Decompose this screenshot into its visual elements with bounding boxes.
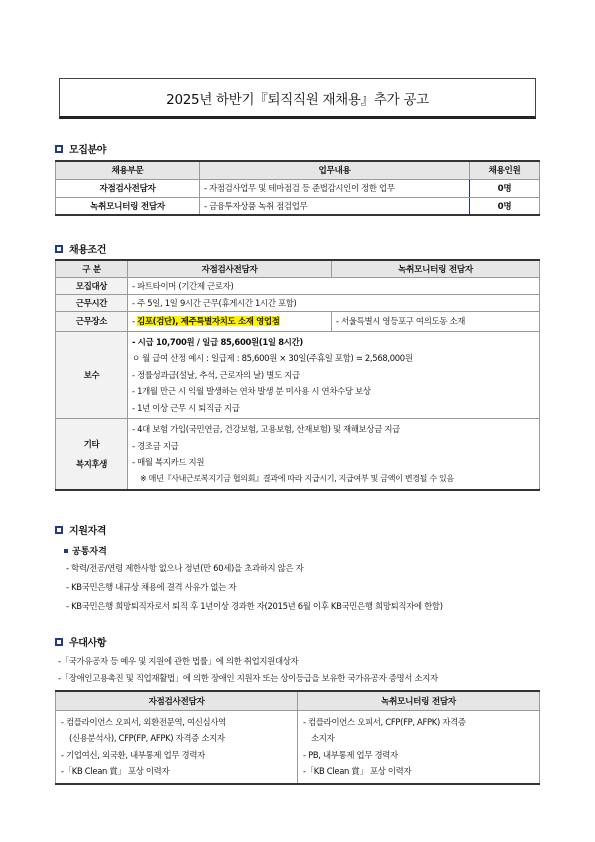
table-row xyxy=(56,331,540,419)
place-label: 근무장소 xyxy=(56,311,128,331)
section-recruit-title: 모집분야 xyxy=(69,145,107,156)
recruit-header-work: 업무내용 xyxy=(200,161,470,179)
section-preference-title: 우대사항 xyxy=(69,638,107,649)
section-preference-heading xyxy=(55,634,106,649)
pay-line: ㅇ 월 급여 산정 예시 : 일급제 : 85,600원 × 30일(주휴일 포함) = 2,568,000원 xyxy=(132,353,413,363)
preference-monitor-line: - 컴플라이언스 오피서, CFP(FP, AFPK) 자격증 xyxy=(303,716,466,727)
preference-monitor xyxy=(298,710,540,784)
table-row xyxy=(56,311,540,331)
welfare-line: - 매월 복지카드 지원 xyxy=(132,457,205,467)
welfare-line: - 경조금 지급 xyxy=(132,440,179,451)
conditions-header-monitor: 녹취모니터링 전담자 xyxy=(332,260,540,277)
conditions-header-category: 구 분 xyxy=(56,260,128,277)
recruit-header-dept: 채용부문 xyxy=(56,161,200,179)
section-recruit-heading xyxy=(55,141,106,156)
section-qualification-title: 지원자격 xyxy=(69,526,107,537)
preference-table xyxy=(55,690,540,785)
preference-audit xyxy=(56,710,298,784)
qualification-subheading xyxy=(64,544,107,557)
pay-line: - 시급 10,700원 / 일급 85,600원(1일 8시간) xyxy=(132,336,303,347)
pay-line: - 1개월 만근 시 익월 발생하는 연차 발생 분 미사용 시 연차수당 보상 xyxy=(132,386,371,396)
preference-line: -「국가유공자 등 예우 및 지원에 관한 법률」에 의한 취업지원대상자 xyxy=(58,656,299,666)
place-audit-prefix: - xyxy=(132,316,138,326)
page-title: 2025년 하반기『퇴직직원 재채용』추가 공고 xyxy=(59,78,536,119)
welfare-label-line: 기타 xyxy=(83,439,100,449)
welfare-value xyxy=(128,419,540,491)
pay-label: 보수 xyxy=(56,331,128,419)
qualification-line: - KB국민은행 내규상 채용에 결격 사유가 없는 자 xyxy=(66,582,237,592)
welfare-line: - 4대 보험 가입(국민연금, 건강보험, 고용보험, 산재보험) 및 재해보상금 지급 xyxy=(132,424,400,434)
preference-monitor-line: 소지자 xyxy=(311,733,335,743)
recruit-work: - 금융투자상품 녹취 점검업무 xyxy=(200,197,470,215)
table-row xyxy=(56,179,540,197)
table-row xyxy=(56,710,540,784)
section-qualification-heading xyxy=(55,522,106,537)
table-row xyxy=(56,277,540,294)
pay-value xyxy=(128,331,540,419)
welfare-label xyxy=(56,419,128,491)
table-row xyxy=(56,197,540,215)
recruit-table xyxy=(55,160,540,216)
recruit-header-count: 채용인원 xyxy=(470,161,540,179)
preference-header-monitor: 녹취모니터링 전담자 xyxy=(298,691,540,710)
welfare-note: ※ 매년『사내근로복지기금 협의회』결과에 따라 지급시기, 지급여부 및 금액이 변경될 수 있음 xyxy=(140,473,454,483)
section-conditions-heading xyxy=(55,241,106,256)
place-audit xyxy=(128,311,332,331)
qualification-line: - KB국민은행 희망퇴직자로서 퇴직 후 1년이상 경과한 자(2015년 6월 이후 KB국민은행 희망퇴직자에 한함) xyxy=(66,601,443,611)
hours-value: - 주 5일, 1일 9시간 근무(휴게시간 1시간 포함) xyxy=(128,294,540,311)
preference-monitor-line: -「KB Clean 賞」 포상 이력자 xyxy=(303,766,412,776)
target-value: - 파트타이머 (기간제 근로자) xyxy=(128,277,540,294)
recruit-count: 0명 xyxy=(470,179,540,197)
preference-line: -「장애인고용촉진 및 직업재활법」에 의한 장애인 지원자 또는 상이등급을 보유한 국가유공자 증명서 소지자 xyxy=(58,673,438,683)
recruit-dept: 녹취모니터링 전담자 xyxy=(56,197,200,215)
conditions-table xyxy=(55,259,540,491)
recruit-work: - 자점검사업무 및 테마점검 등 준법감시인이 정한 업무 xyxy=(200,179,470,197)
preference-audit-line: - 기업여신, 외국환, 내부통제 업무 경력자 xyxy=(61,749,205,760)
preference-header-audit: 자점검사전담자 xyxy=(56,691,298,710)
preference-audit-line: - 컴플라이언스 오피서, 외환전문역, 여신심사역 xyxy=(61,716,226,727)
target-label: 모집대상 xyxy=(56,277,128,294)
section-conditions-title: 채용조건 xyxy=(69,245,107,256)
table-row xyxy=(56,294,540,311)
conditions-header-audit: 자점검사전담자 xyxy=(128,260,332,277)
qualification-line: - 학력/전공/연령 제한사항 없으나 정년(만 60세)을 초과하지 않은 자 xyxy=(66,563,304,573)
pay-line: - 1년 이상 근무 시 퇴직금 지급 xyxy=(132,402,240,413)
square-bullet-icon xyxy=(55,638,63,646)
recruit-count: 0명 xyxy=(470,197,540,215)
welfare-label-line: 복지후생 xyxy=(75,459,108,469)
table-row xyxy=(56,419,540,491)
hours-label: 근무시간 xyxy=(56,294,128,311)
preference-audit-line: -「KB Clean 賞」 포상 이력자 xyxy=(61,766,170,776)
recruit-dept: 자점검사전담자 xyxy=(56,179,200,197)
pay-line: - 정률성과급(설날, 추석, 근로자의 날) 별도 지급 xyxy=(132,369,300,380)
square-bullet-icon xyxy=(55,245,63,253)
square-bullet-icon xyxy=(55,526,63,534)
qualification-sub-title: 공통자격 xyxy=(72,547,107,557)
preference-audit-line: (신용분석사), CFP(FP, AFPK) 자격증 소지자 xyxy=(69,733,225,743)
small-bullet-icon xyxy=(64,549,68,553)
place-audit-highlight: 김포(검단), 제주특별자치도 소재 영업점 xyxy=(137,316,280,326)
square-bullet-icon xyxy=(55,145,63,153)
preference-monitor-line: - PB, 내부통제 업무 경력자 xyxy=(303,749,398,760)
place-monitor: - 서울특별시 영등포구 여의도동 소재 xyxy=(332,311,540,331)
